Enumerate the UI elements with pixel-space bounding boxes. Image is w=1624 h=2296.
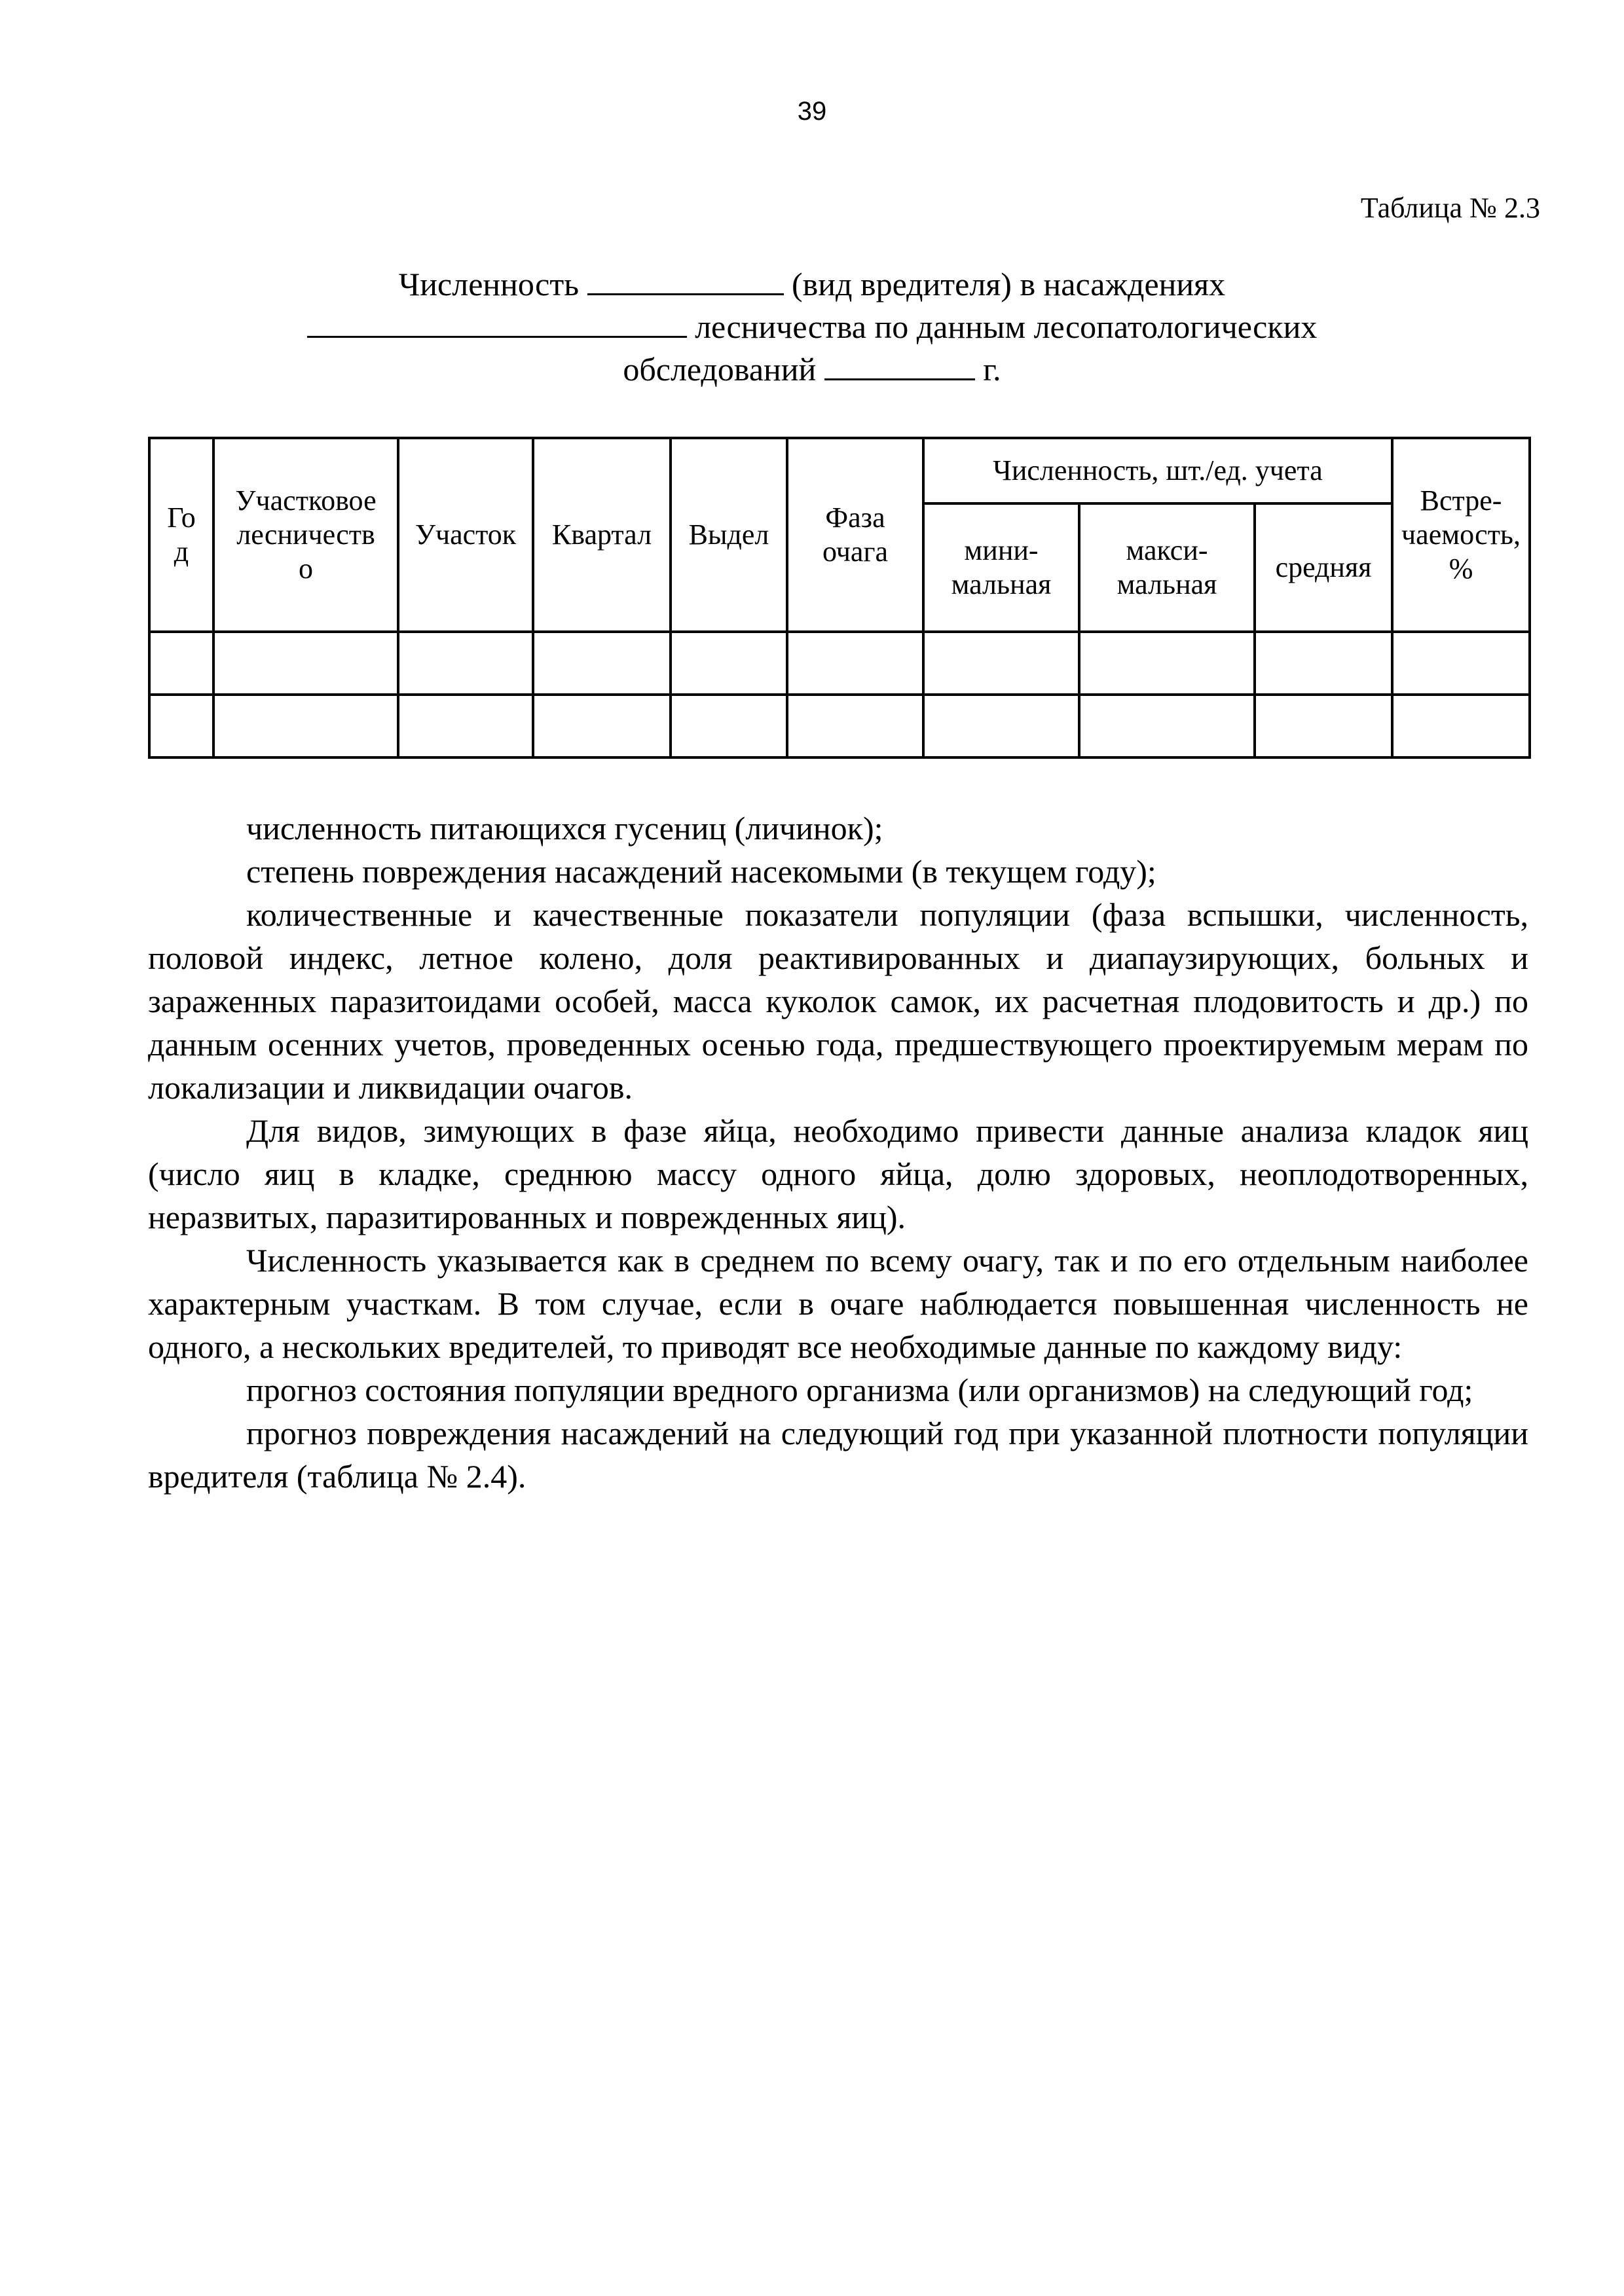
header-allotment: Выдел [671,438,787,632]
header-occurrence: Встре- чаемость, % [1392,438,1530,632]
table-cell [533,632,671,695]
title-line-3 [149,348,1475,391]
table-cell [1079,695,1255,757]
table-cell [213,632,398,695]
blank-pest-type [587,264,784,295]
table-cell [398,632,533,695]
paragraph: Для видов, зимующих в фазе яйца, необходимо привести данные анализа кладок яиц (число яиц в кладке, среднюю массу одного яйца, долю здоровых, неоплодотворенных, неразвитых, паразитированных и поврежденных яиц). [148,1112,1528,1235]
table-row [149,695,1530,757]
blank-forestry [307,307,687,338]
table-cell [671,632,787,695]
table-cell [923,695,1079,757]
table-cell [149,695,213,757]
table-cell [923,632,1079,695]
title-line-2 [149,306,1475,348]
header-min: мини- мальная [923,503,1079,632]
table-cell [671,695,787,757]
title-line-1 [149,263,1475,306]
table-cell [1255,695,1392,757]
table-cell [1079,632,1255,695]
title-text: обследований [623,351,817,388]
table-cell [787,695,923,757]
header-year: Го д [149,438,213,632]
table-cell [1392,695,1530,757]
table-label: Таблица № 2.3 [1360,192,1540,224]
paragraph: прогноз состояния популяции вредного организма (или организмов) на следующий год; [246,1372,1473,1408]
table-cell [787,632,923,695]
header-plot: Участок [398,438,533,632]
title-text: (вид вредителя) в насаждениях [792,266,1226,302]
table-title [149,263,1475,391]
table-cell [1392,632,1530,695]
header-avg: средняя [1255,503,1392,632]
table-row [149,632,1530,695]
page-number: 39 [797,97,827,126]
body-text [148,807,1528,1498]
header-forestry: Участковое лесничеств о [213,438,398,632]
table-cell [1255,632,1392,695]
table-cell [398,695,533,757]
blank-year [824,350,975,380]
header-max: макси- мальная [1079,503,1255,632]
table-cell [213,695,398,757]
paragraph: степень повреждения насаждений насекомыми (в текущем году); [246,853,1156,890]
header-abundance-group: Численность, шт./ед. учета [923,438,1392,503]
header-quarter: Квартал [533,438,671,632]
paragraph: прогноз повреждения насаждений на следующий год при указанной плотности популяции вредителя (таблица № 2.4). [148,1415,1528,1495]
title-text: г. [983,351,1001,388]
table-cell [533,695,671,757]
abundance-table [148,437,1531,759]
header-phase: Фаза очага [787,438,923,632]
paragraph: численность питающихся гусениц (личинок); [246,810,883,847]
table-cell [149,632,213,695]
paragraph: Численность указывается как в среднем по всему очагу, так и по его отдельным наиболее характерным участкам. В том случае, если в очаге наблюдается повышенная численность не одного, а нескольких вредителей, то приводят все необходимые данные по каждому виду: [148,1242,1528,1365]
title-text: Численность [398,266,579,302]
title-text: лесничества по данным лесопатологических [695,308,1318,345]
paragraph: количественные и качественные показатели популяции (фаза вспышки, численность, половой индекс, летное колено, доля реактивированных и диапаузирующих, больных и зараженных паразитоидами особей, масса куколок самок, их расчетная плодовитость и др.) по данным осенних учетов, проведенных осенью года, предшествующего проектируемым мерам по локализации и ликвидации очагов. [148,896,1528,1106]
